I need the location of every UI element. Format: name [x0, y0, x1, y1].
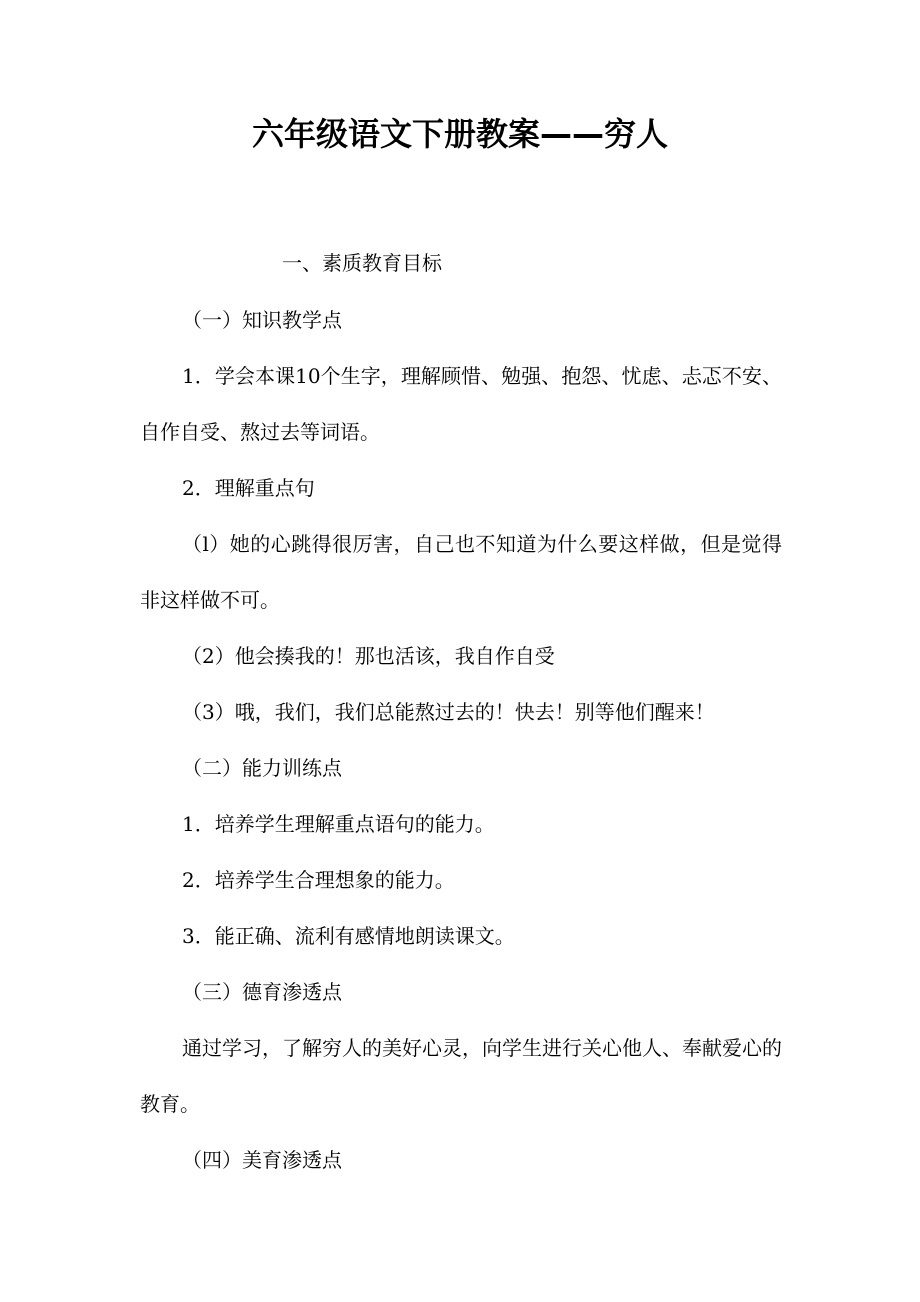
subheading-knowledge: （一）知识教学点 [182, 308, 342, 332]
quote-sentence-3: （3）哦，我们，我们总能熬过去的！快去！别等他们醒来！ [182, 700, 715, 724]
paragraph-key-sentences: 2．理解重点句 [182, 476, 315, 500]
subheading-aesthetic: （四）美育渗透点 [182, 1148, 342, 1172]
paragraph-new-words: 1．学会本课10个生字，理解顾惜、勉强、抱怨、忧虑、忐忑不安、自作自受、熬过去等词语。 [140, 364, 782, 444]
quote-sentence-1: （l）她的心跳得很厉害，自己也不知道为什么要这样做，但是觉得非这样做不可。 [140, 532, 782, 612]
section-heading-goals: 一、素质教育目标 [282, 251, 442, 275]
paragraph-moral-education: 通过学习，了解穷人的美好心灵，向学生进行关心他人、奉献爱心的教育。 [140, 1036, 782, 1116]
page-title: 六年级语文下册教案——穷人 [251, 115, 668, 153]
quote-sentence-2: （2）他会揍我的！那也活该，我自作自受 [182, 644, 555, 668]
subheading-moral: （三）德育渗透点 [182, 980, 342, 1004]
subheading-ability: （二）能力训练点 [182, 756, 342, 780]
ability-item-2: 2．培养学生合理想象的能力。 [182, 868, 455, 892]
ability-item-3: 3．能正确、流利有感情地朗读课文。 [182, 924, 515, 948]
ability-item-1: 1．培养学生理解重点语句的能力。 [182, 812, 495, 836]
